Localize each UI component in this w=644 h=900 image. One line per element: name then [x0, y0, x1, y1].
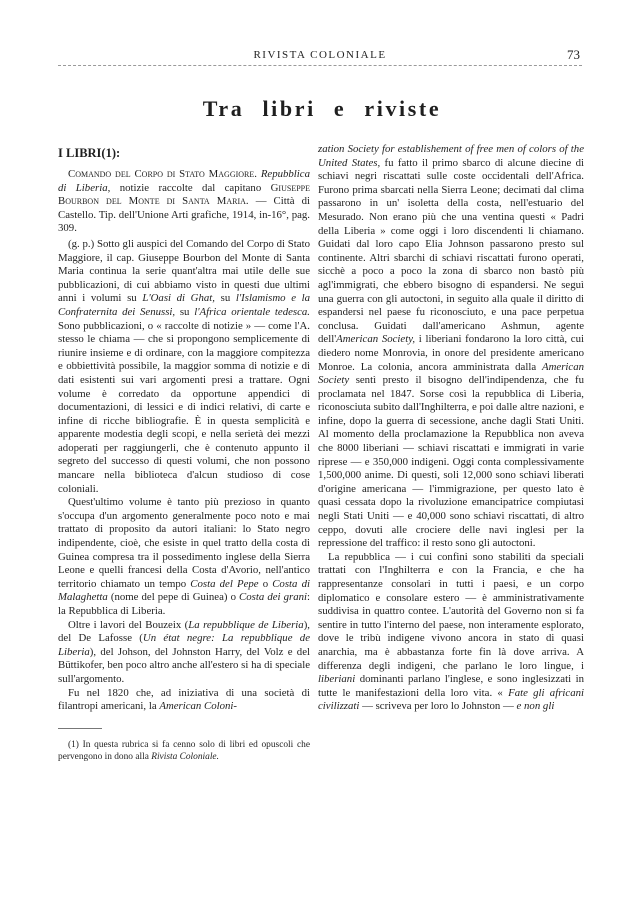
footnote	[58, 739, 310, 763]
footnote-marker: (1):	[101, 146, 121, 160]
paragraph-4	[58, 687, 310, 714]
paragraph-3	[58, 619, 310, 687]
section-heading	[58, 145, 310, 161]
right-paragraph-2	[318, 551, 584, 714]
citation-book-title: Repubblica di Liberia,	[58, 168, 310, 194]
italic-run: Costa dei grani	[239, 591, 307, 604]
italic-run: e non gli	[516, 700, 555, 713]
text-run: fu fatto il primo sbarco di alcune diecine di schiavi negri riscattati sulle coste occidentali dell'Africa. Furono prima sbarcati nella Sierra Leone; decimati dal clima passarono in un' isoletta della costa, nell'estuario del Mesurado. Non erano più che una ventina questi « Padri della Liberia » come oggi i loro discendenti li chiamano. Guidati dal loro capo Elia Johnson passarono presto sul continente. Altri sbarchi di schiavi riscattati furono operati, sicchè a poco a poco la zona di sbarco non bastò più agl'immigrati, che ebbero bisogno di espandersi. Ne seguì una guerra con gli autoctoni, in seguito alla quale il diritto di espandersi nel paese fu riconosciuto, e una pace perpetua conclusa. Guidati dall'americano Ashmun, agente dell'	[318, 156, 585, 346]
text-run: — scriveva per loro lo Johnston —	[362, 700, 514, 713]
text-run: Quest'ultimo volume è tanto più prezioso in quanto s'occupa d'un argomento generalmente poco noto e mai trattato di proposito da autori italiani: lo Stato negro indipendente, cioè, che esiste in quel tratto della costa di Guinea compresa tra il possedimento inglese della Sierra Leone e quelli francesi della Costa d'Avorio, nell'antico territorio chiamato un tempo	[58, 496, 310, 590]
text-run: su	[220, 292, 231, 305]
text-run: Sono pubblicazioni, o « raccolte di notizie » — come l'A. stesso le chiama — che si propongono semplicemente di riunire insieme e di ordinare, con la maggiore compitezza e obbiettività possibile, la maggior somma di notizie e di dati esistenti sui vari argomenti presi a trattare. Ogni volume è corredato da opportune appendici di documentazioni, di lessici e di indici relativi, di carte e infine di ricche bibliografie. È in questa semplicità e apparente modestia degli scopi, e nella serietà dei mezzi adoperati per raggiungerli, che è contenuto appunto il segreto del successo di questi volumi, che non possono mancare nella biblioteca d'alcun studioso di cose coloniali.	[58, 319, 310, 495]
right-column	[318, 143, 584, 714]
text-run: La repubblica — i cui confini sono stabiliti da speciali trattati con l'Inghilterra e con la Francia, e che ha rappresentanze consolari in tutti i paesi, e un corpo diplomatico e consolare estero — è amministrativamente suddivisa in quattro contee. L'autorità del Governo non si fa sentire in tutto l'interno del paese, non interamente esplorato, dove le tribù indigene vivono ancora in stato di quasi anarchia, ma è abbastanza forte fin là dove arriva. A differenza degli indigeni, che parlano le loro lingue, i	[318, 550, 584, 672]
text-run: (1) In questa rubrica si fa cenno solo di libri ed opuscoli che pervengono in dono alla	[58, 739, 310, 762]
text-run: ), del Johson, del Johnston Harry, del Volz e del Büttikofer, ben poco altro anche all'estero si ha di speciale sull'argomento.	[58, 645, 310, 685]
italic-run: l'Islamismo e la Confraternita dei Senussi,	[58, 292, 311, 318]
book-citation	[58, 168, 310, 236]
paragraph-1	[58, 238, 310, 496]
left-column	[58, 145, 310, 763]
text-run: su	[179, 305, 190, 318]
text-run: : la Repubblica di Liberia.	[58, 591, 310, 617]
text-run: o	[262, 577, 269, 590]
italic-run: Rivista Coloniale.	[151, 751, 219, 762]
italic-run: zation Society for establishement of free men of colors of the United States,	[318, 143, 584, 169]
italic-run: Fate gli africani civilizzati	[318, 686, 584, 713]
italic-run: Un état negre: La repubblique de Liberia	[58, 632, 310, 658]
citation-person: Giuseppe Bourbon del Monte di Santa Maria.	[58, 181, 310, 208]
citation-description: notizie raccolte dal capitano	[119, 181, 262, 194]
footnote-divider	[58, 728, 102, 729]
italic-run: La repubblique de Liberia	[188, 618, 304, 631]
italic-run: Costa del Pepe	[190, 577, 259, 590]
text-run: Oltre i lavori del Bouzeix (	[68, 618, 189, 631]
text-run: dominanti parlano l'inglese, e sono inglesizzati in tutte le manifestazioni della loro vita. «	[318, 673, 584, 699]
journal-name: RIVISTA COLONIALE	[253, 49, 387, 61]
page-title: Tra libri e riviste	[202, 96, 442, 121]
text-run: sentì presto il bisogno dell'indipendenza, che fu proclamata nel 1847. Sorse così la repubblica di Liberia, riconosciuta subito dall'Inghilterra, e poi dalle altre nazioni, e infine, dopo la guerra di secessione, anche dagli Stati Uniti. Al momento della proclamazione la Repubblica non aveva che 8000 liberiani — schiavi riscattati e immigrati in varie riprese — e 350,000 indigeni. Oggi conta complessivamente 1,500,000 anime. Di questi, soli 12,000 sono schiavi liberati d'origine americana — l'immigrazione, per questo lato è quasi cessata dopo la rivoluzione emancipatrice compiutasi negli Stati Uniti — e 40,000 sono schiavi riscattati, di altro ceppo, dovuti alle crociere delle navi inglesi per la repressione del traffico: il resto sono gli autoctoni.	[318, 374, 584, 550]
italic-run: l'Africa orientale tedesca.	[194, 305, 311, 318]
paragraph-2	[58, 496, 310, 618]
italic-run: liberiani	[318, 673, 356, 686]
italic-run: L'Oasi di Ghat,	[142, 292, 215, 305]
italic-run: Costa di Malaghetta	[58, 577, 310, 604]
citation-author: Comando del Corpo di Stato Maggiore.	[68, 168, 257, 180]
section-heading-text: I LIBRI	[58, 146, 102, 160]
text-run: (nome del pepe di Guinea) o	[110, 591, 236, 604]
running-head	[60, 47, 580, 67]
italic-run: American Coloni-	[159, 700, 238, 713]
header-rule	[58, 65, 582, 66]
text-run: (g. p.) Sotto gli auspici del Comando del Corpo di Stato Maggiore, il cap. Giuseppe Bourbon del Monte di Santa Maria continua la serie quant'altra mai utile delle sue pubblicazioni, di cui abbiamo visto in questi due ultimi anni i volumi su	[58, 237, 310, 305]
text-run: i liberiani fondarono la loro città, cui diedero nome Monrovia, in onore del presidente americano Monroe. La colonia, ancora amministrata dalla	[318, 333, 584, 373]
text-run: Fu nel 1820 che, ad iniziativa di una società di filantropi americani, la	[58, 686, 310, 713]
citation-imprint: — Città di Castello. Tip. dell'Unione Arti grafiche, 1914, in-16°, pag. 309.	[58, 195, 310, 235]
right-paragraph-1	[318, 143, 584, 551]
italic-run: American Society,	[336, 333, 416, 346]
italic-run: American Society	[318, 360, 584, 387]
text-run: ), del De Lafosse (	[58, 618, 310, 645]
page-number: 73	[567, 47, 580, 62]
